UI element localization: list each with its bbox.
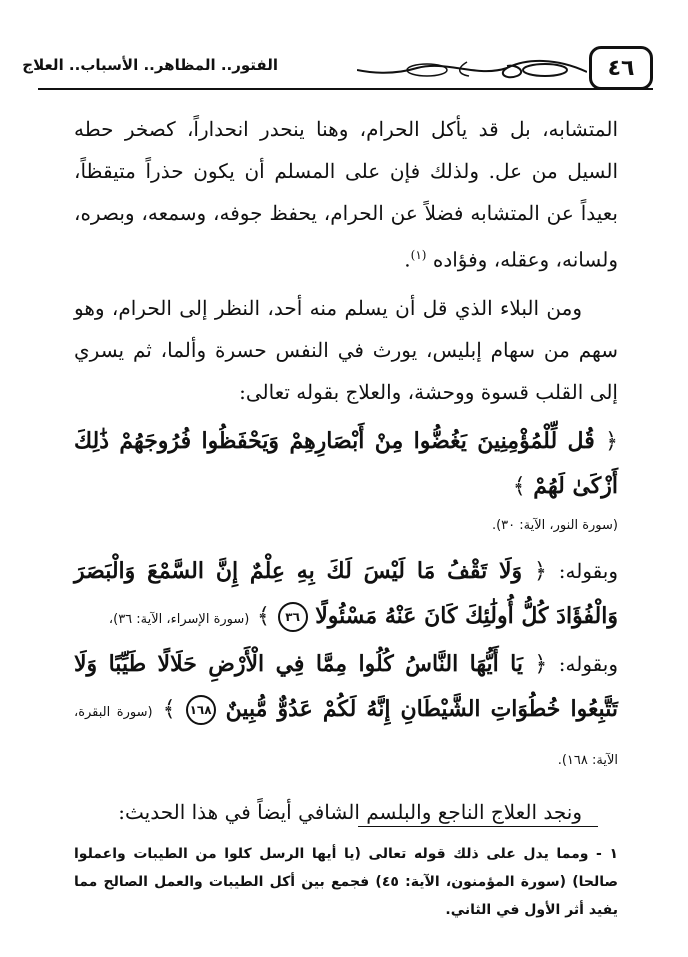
ayah-open-bracket: ﴿: [534, 651, 548, 677]
paragraph-1-end: .: [404, 247, 411, 272]
ayah-2-reference: (سورة الإسراء، الآية: ٣٦)،: [108, 611, 250, 627]
ayah-2-text: وَلَا تَقْفُ مَا لَيْسَ لَكَ بِهِ عِلْمٌ إِنَّ السَّمْعَ وَالْبَصَرَ وَالْفُؤَادَ كُلُّ أُولَٰئِكَ كَانَ عَنْهُ مَسْئُولًا: [74, 557, 618, 629]
ayah-block-3: [74, 642, 618, 783]
ayah-2-lead: وبقوله:: [558, 558, 618, 583]
ayah-close-bracket: ﴾: [257, 603, 270, 629]
ayah-1-reference: (سورة النور، الآية: ٣٠).: [491, 517, 618, 533]
main-text: [74, 108, 618, 839]
running-title: الفتور.. المظاهر.. الأسباب.. العلاج: [22, 56, 278, 74]
ayah-number-marker: ١٦٨: [186, 695, 216, 725]
footnote-rule: [358, 826, 598, 827]
ayah-block-1: [74, 419, 618, 509]
page-header: [22, 46, 653, 92]
page-number: ٤٦: [589, 46, 653, 90]
paragraph-3: ونجد العلاج الناجع والبلسم الشافي أيضاً في هذا الحديث:: [118, 799, 582, 824]
ayah-3-reference: (سورة البقرة، الآية: ١٦٨).: [74, 704, 618, 768]
ayah-number-marker: ٣٦: [278, 602, 308, 632]
ayah-close-bracket: ﴾: [162, 696, 176, 722]
paragraph-1-text: المتشابه، بل قد يأكل الحرام، وهنا ينحدر انحداراً، كصخر حطه السيل من عل. ولذلك فإن على المسلم أن يكون حذراً متيقظاً، بعيداً عن المتشابه فضلاً عن الحرام، يحفظ جوفه، وسمعه، وبصره، ولسانه، وعقله، وفؤاده: [74, 117, 618, 272]
footnote: ١ - ومما يدل على ذلك قوله تعالى (يا أيها الرسل كلوا من الطيبات واعملوا صالحا) (سورة المؤمنون، الآية: ٤٥) فجمع بين أكل الطيبات والعمل الصالح مما يفيد أثر الأول في الثاني.: [74, 846, 618, 918]
ayah-block-2: [74, 549, 618, 642]
ayah-open-bracket: ﴿: [534, 558, 547, 584]
paragraph-1: [74, 108, 618, 281]
ayah-open-bracket: ﴿: [605, 428, 618, 454]
ayah-close-bracket: ﴾: [512, 473, 526, 499]
ayah-3-text: يَا أَيُّهَا النَّاسُ كُلُوا مِمَّا فِي الْأَرْضِ حَلَالًا طَيِّبًا وَلَا تَتَّبِعُوا خُطُوَاتِ الشَّيْطَانِ إِنَّهُ لَكُمْ عَدُوٌّ مُّبِينٌ: [74, 650, 618, 722]
footnote-marker: (١): [410, 248, 427, 262]
ayah-3-lead: وبقوله:: [558, 651, 618, 676]
paragraph-2: ومن البلاء الذي قل أن يسلم منه أحد، النظر إلى الحرام، وهو سهم من سهام إبليس، يورث في النفس حسرة وألما، ثم يسري إلى القلب قسوة ووحشة، والعلاج بقوله تعالى:: [74, 295, 618, 404]
ornament-icon: [357, 54, 587, 86]
header-rule: [38, 88, 653, 90]
ayah-1-text: قُل لِّلْمُؤْمِنِينَ يَغُضُّوا مِنْ أَبْصَارِهِمْ وَيَحْفَظُوا فُرُوجَهُمْ ذَٰلِكَ أَزْكَىٰ لَهُمْ: [74, 427, 618, 499]
